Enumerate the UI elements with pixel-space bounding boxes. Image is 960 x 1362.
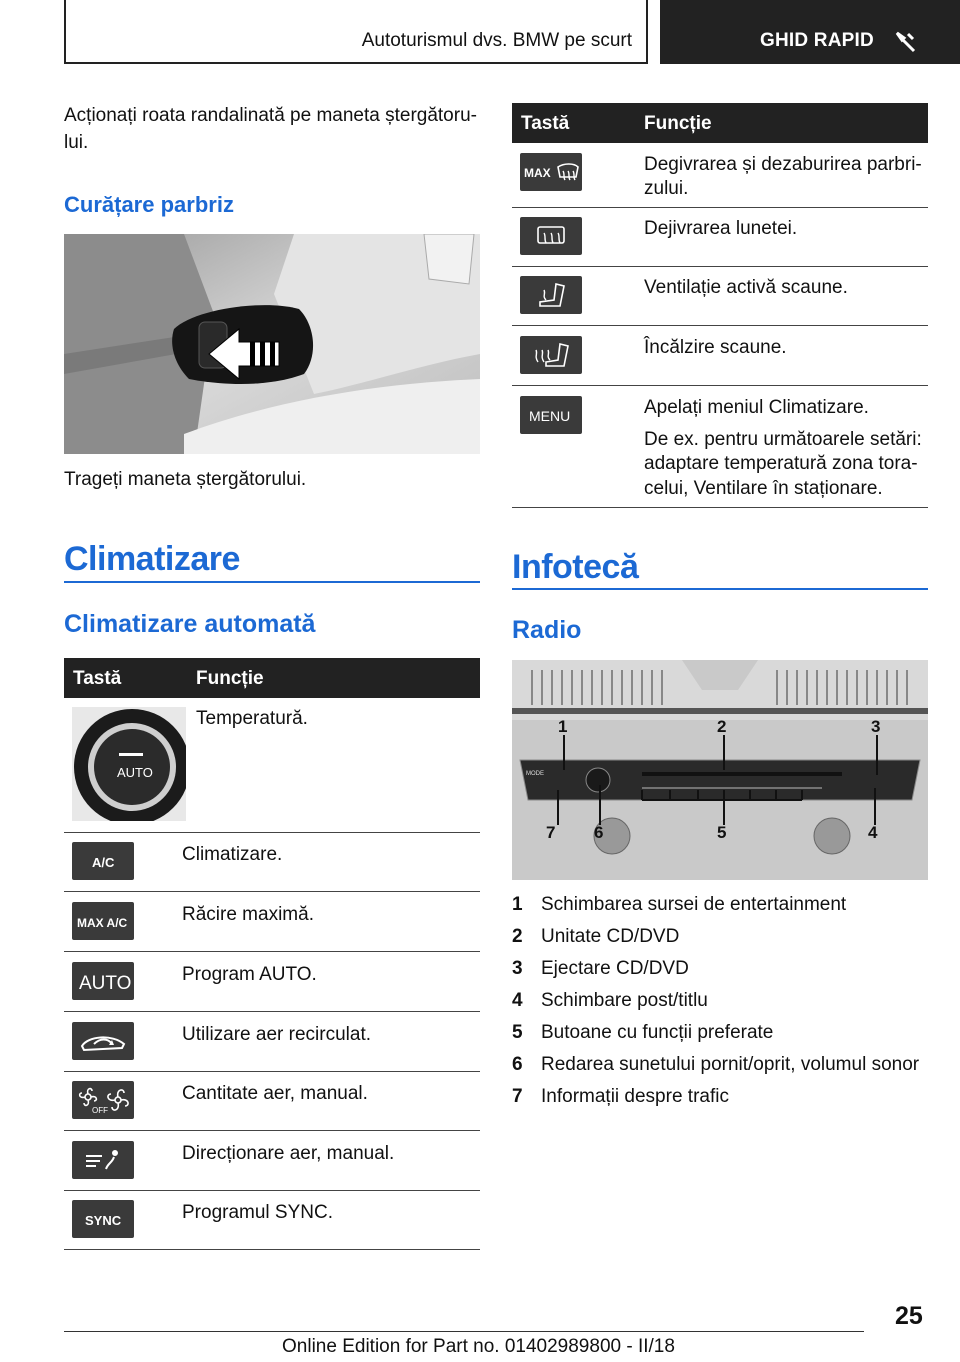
- legend-item: [512, 1086, 928, 1118]
- function-seat-heating: Încălzire scaune.: [644, 337, 787, 358]
- legend-text: Unitate CD/DVD: [541, 926, 680, 947]
- climate-row-max-ac: [64, 892, 480, 952]
- callout-7: 7: [546, 823, 556, 842]
- climate-table-2-header: [512, 103, 928, 143]
- col-key-header-2: Tastă: [521, 113, 570, 134]
- legend-item: [512, 990, 928, 1022]
- legend-text: Butoane cu funcții preferate: [541, 1022, 774, 1043]
- col-function-header-2: Funcție: [644, 113, 712, 134]
- climate-row-rear-defrost: [512, 207, 928, 267]
- fan-speed-button-icon[interactable]: [72, 1081, 134, 1119]
- legend-number: 7: [512, 1086, 523, 1107]
- page-number: 25: [895, 1302, 923, 1330]
- heading-climate: Climatizare: [64, 540, 240, 578]
- climate-row-max-defrost: [512, 143, 928, 208]
- svg-text:A/C: A/C: [92, 855, 115, 870]
- col-key-header: Tastă: [73, 668, 122, 689]
- function-menu-extra-1: De ex. pentru următoarele setări:: [644, 429, 922, 450]
- radio-legend-list: [512, 894, 928, 1118]
- function-temperature: Temperatură.: [196, 708, 308, 729]
- air-distribution-button-icon[interactable]: [72, 1141, 134, 1179]
- heading-infotainment-rule: [512, 588, 928, 590]
- footer-edition: Online Edition for Part no. 01402989800 - II/18: [282, 1336, 675, 1357]
- rear-defrost-button-icon[interactable]: [520, 217, 582, 255]
- heading-auto-climate: Climatizare automată: [64, 610, 316, 638]
- callout-4: 4: [868, 823, 878, 842]
- col-function-header: Funcție: [196, 668, 264, 689]
- function-air-distribution: Direcționare aer, manual.: [182, 1143, 395, 1164]
- radio-panel-drawing: [512, 660, 928, 880]
- wiper-caption: Trageți maneta ștergătorului.: [64, 469, 307, 490]
- sync-button-icon[interactable]: [72, 1200, 134, 1238]
- legend-number: 3: [512, 958, 523, 979]
- function-sync: Programul SYNC.: [182, 1202, 333, 1223]
- function-menu-extra-2: adaptare temperatură zona tora-: [644, 453, 918, 474]
- temperature-knob-icon[interactable]: [72, 707, 186, 821]
- climate-row-recirculation: [64, 1012, 480, 1072]
- legend-item: [512, 1054, 928, 1086]
- heading-radio: Radio: [512, 616, 582, 644]
- legend-number: 1: [512, 894, 523, 915]
- function-menu-extra-3: celui, Ventilare în staționare.: [644, 478, 883, 499]
- legend-item: [512, 1022, 928, 1054]
- svg-text:OFF: OFF: [92, 1106, 108, 1115]
- menu-button-icon[interactable]: [520, 396, 582, 434]
- climate-row-auto: [64, 952, 480, 1012]
- legend-number: 6: [512, 1054, 523, 1075]
- callout-1: 1: [558, 717, 568, 736]
- legend-text: Schimbare post/titlu: [541, 990, 708, 1011]
- function-fan: Cantitate aer, manual.: [182, 1083, 368, 1104]
- legend-text: Ejectare CD/DVD: [541, 958, 689, 979]
- header-section-box: [64, 0, 648, 64]
- function-auto: Program AUTO.: [182, 964, 317, 985]
- function-seat-ventilation: Ventilație activă scaune.: [644, 277, 848, 298]
- legend-item: [512, 926, 928, 958]
- seat-ventilation-button-icon[interactable]: [520, 276, 582, 314]
- ac-button-icon[interactable]: [72, 842, 134, 880]
- header-tab-label: GHID RAPID: [760, 30, 874, 51]
- legend-number: 4: [512, 990, 523, 1011]
- recirculation-button-icon[interactable]: [72, 1022, 134, 1060]
- wiper-lever-illustration: [64, 234, 480, 454]
- svg-text:MENU: MENU: [529, 408, 571, 424]
- function-rear-defrost: Dejivrarea lunetei.: [644, 218, 798, 239]
- quick-guide-pointer-icon: [894, 30, 918, 54]
- function-recirculation: Utilizare aer recirculat.: [182, 1024, 371, 1045]
- climate-row-menu: [512, 386, 928, 508]
- callout-5: 5: [717, 823, 727, 842]
- wiper-lever-drawing: [64, 234, 480, 454]
- seat-heating-button-icon[interactable]: [520, 336, 582, 374]
- legend-text: Informații despre trafic: [541, 1086, 729, 1107]
- climate-row-seat-ventilation: [512, 266, 928, 326]
- function-max-ac: Răcire maximă.: [182, 904, 314, 925]
- legend-text: Schimbarea sursei de entertainment: [541, 894, 847, 915]
- climate-row-air-distribution: [64, 1131, 480, 1191]
- function-menu: Apelați meniul Climatizare.: [644, 397, 869, 418]
- legend-item: [512, 958, 928, 990]
- header-section-title: Autoturismul dvs. BMW pe scurt: [361, 30, 632, 51]
- climate-row-fan: [64, 1071, 480, 1131]
- svg-text:MAX: MAX: [524, 166, 551, 180]
- max-ac-button-icon[interactable]: [72, 902, 134, 940]
- climate-row-ac: [64, 832, 480, 892]
- climate-row-seat-heating: [512, 326, 928, 386]
- svg-text:SYNC: SYNC: [85, 1213, 122, 1228]
- function-ac: Climatizare.: [182, 844, 283, 865]
- svg-text:AUTO: AUTO: [79, 973, 132, 994]
- heading-infotainment: Infotecă: [512, 548, 639, 586]
- legend-number: 5: [512, 1022, 523, 1043]
- climate-table-header: [64, 658, 480, 698]
- function-max-defrost-line1: Degivrarea și dezaburirea parbri-: [644, 154, 922, 175]
- function-max-defrost-line2: zului.: [644, 178, 689, 199]
- max-defrost-button-icon[interactable]: [520, 153, 582, 191]
- intro-line-1: Acționați roata randalinată pe maneta ștergătoru-: [64, 105, 477, 126]
- heading-windshield-cleaning: Curățare parbriz: [64, 192, 234, 217]
- legend-number: 2: [512, 926, 523, 947]
- header-tab[interactable]: [660, 0, 960, 64]
- radio-panel-illustration: [512, 660, 928, 880]
- callout-6: 6: [594, 823, 604, 842]
- heading-climate-rule: [64, 581, 480, 583]
- callout-2: 2: [717, 717, 727, 736]
- footer-rule: [64, 1331, 864, 1332]
- svg-text:MODE: MODE: [526, 771, 544, 777]
- auto-button-icon[interactable]: [72, 962, 134, 1000]
- climate-row-sync: [64, 1190, 480, 1250]
- climate-row-temperature: [64, 698, 480, 833]
- svg-text:MAX A/C: MAX A/C: [77, 916, 128, 930]
- svg-text:AUTO: AUTO: [117, 765, 153, 780]
- legend-item: [512, 894, 928, 926]
- intro-line-2: lui.: [64, 132, 89, 153]
- callout-3: 3: [871, 717, 881, 736]
- legend-text: Redarea sunetului pornit/oprit, volumul sonor: [541, 1054, 920, 1075]
